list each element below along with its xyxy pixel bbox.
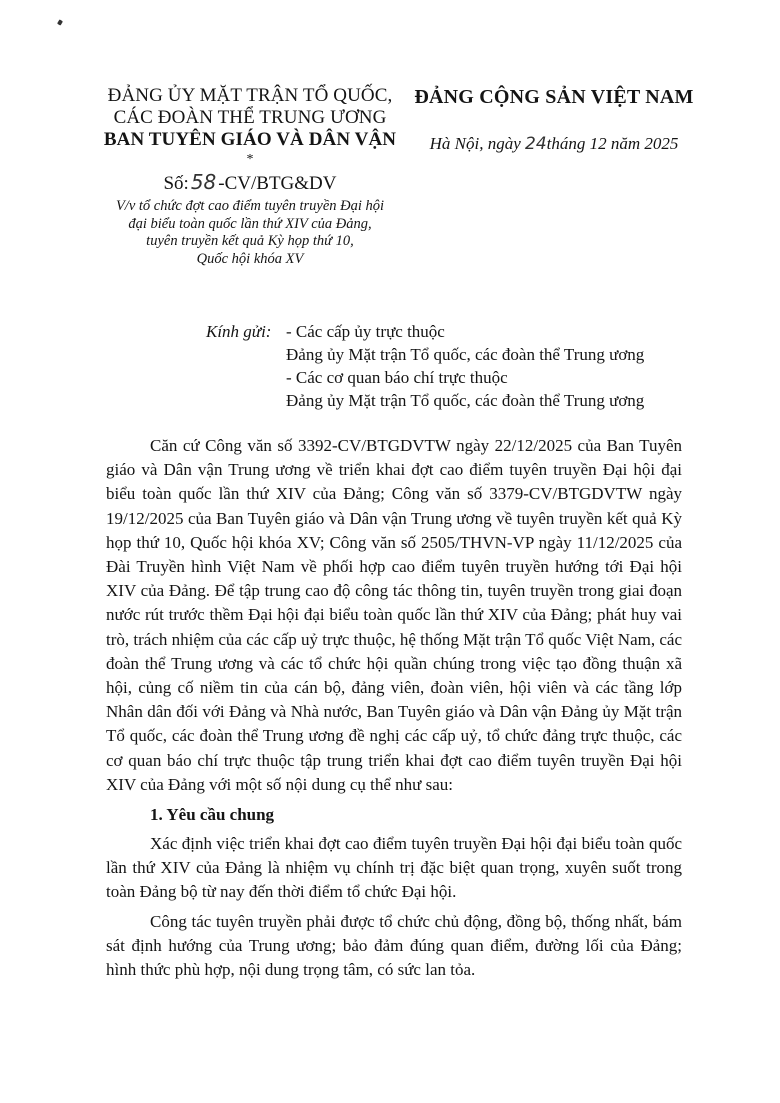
- subject-summary: [90, 198, 410, 268]
- subject-line: Quốc hội khóa XV: [196, 250, 304, 267]
- agency-line-1: ĐẢNG ỦY MẶT TRẬN TỔ QUỐC,: [107, 85, 393, 106]
- recipient-line: Đảng ủy Mặt trận Tổ quốc, các đoàn thể Trung ương: [286, 391, 645, 410]
- date-day: 24: [525, 134, 547, 154]
- issue-date: [414, 133, 694, 155]
- subject-line: V/v tổ chức đợt cao điểm tuyên truyền Đại hội: [115, 198, 385, 214]
- star-separator: *: [246, 152, 254, 167]
- agency-line-2: CÁC ĐOÀN THỂ TRUNG ƯƠNG: [113, 107, 387, 128]
- section-1-title: 1. Yêu cầu chung: [150, 805, 275, 824]
- recipients-list: [286, 320, 706, 412]
- section-1-paragraph-1: Xác định việc triển khai đợt cao điểm tuyên truyền Đại hội đại biểu toàn quốc lần thứ XIV của Đảng là nhiệm vụ chính trị đặc biệt quan trọng, xuyên suốt trong toàn Đảng bộ từ nay đến thời điểm tổ chức Đại hội.: [106, 834, 682, 902]
- scan-speck: [57, 19, 63, 25]
- agency-line-3: BAN TUYÊN GIÁO VÀ DÂN VẬN: [103, 129, 397, 150]
- recipient-line: - Các cấp ủy trực thuộc: [286, 322, 445, 341]
- subject-line: tuyên truyền kết quả Kỳ họp thứ 10,: [146, 233, 354, 249]
- document-number-value: 58: [190, 170, 217, 194]
- recipient-line: - Các cơ quan báo chí trực thuộc: [286, 368, 508, 387]
- section-1-paragraph-2: Công tác tuyên truyền phải được tổ chức chủ động, đồng bộ, thống nhất, bám sát định hướng của Trung ương; bảo đảm đúng quan điểm, đường lối của Đảng; hình thức phù hợp, nội dung trọng tâm, có sức lan tỏa.: [106, 912, 682, 980]
- issuing-agency-block: [90, 85, 410, 268]
- date-suffix: tháng 12 năm 2025: [546, 134, 679, 153]
- document-number: [90, 170, 410, 196]
- subject-line: đại biểu toàn quốc lần thứ XIV của Đảng,: [128, 215, 372, 232]
- party-header-block: [414, 85, 694, 155]
- recipients-label: Kính gửi:: [206, 322, 272, 341]
- intro-paragraph: Căn cứ Công văn số 3392-CV/BTGDVTW ngày 22/12/2025 của Ban Tuyên giáo và Dân vận Trung ương về triển khai đợt cao điểm tuyên truyền Đại hội đại biểu toàn quốc lần thứ XIV của Đảng; Công văn số 3379-CV/BTGDVTW ngày 19/12/2025 của Ban Tuyên giáo và Dân vận Trung ương về tuyên truyền kết quả Kỳ họp thứ 10, Quốc hội khóa XV; Công văn số 2505/THVN-VP ngày 11/12/2025 của Đài Truyền hình Việt Nam về phối hợp cao điểm tuyên truyền hướng tới Đại hội XIV của Đảng. Để tập trung cao độ công tác thông tin, tuyên truyền trong giai đoạn nước rút trước thềm Đại hội đại biểu toàn quốc lần thứ XIV của Đảng; phát huy vai trò, trách nhiệm của các cấp uỷ trực thuộc, hệ thống Mặt trận Tổ quốc Việt Nam, các đoàn thể Trung ương và các tổ chức hội quần chúng trong việc tạo đồng thuận xã hội, củng cố niềm tin của cán bộ, đảng viên, đoàn viên, hội viên và các tầng lớp Nhân dân đối với Đảng và Nhà nước, Ban Tuyên giáo và Dân vận Đảng ủy Mặt trận Tổ quốc, các đoàn thể Trung ương đề nghị các cấp uỷ, tổ chức đảng trực thuộc, các cơ quan báo chí trực thuộc tập trung triển khai đợt cao điểm tuyên truyền Đại hội XIV của Đảng với một số nội dung cụ thể như sau:: [106, 436, 682, 794]
- recipient-line: Đảng ủy Mặt trận Tổ quốc, các đoàn thể Trung ương: [286, 345, 645, 364]
- document-number-suffix: -CV/BTG&DV: [218, 173, 337, 194]
- party-name: ĐẢNG CỘNG SẢN VIỆT NAM: [414, 86, 694, 108]
- document-number-label: Số:: [163, 173, 189, 194]
- date-prefix: Hà Nội, ngày: [429, 134, 521, 153]
